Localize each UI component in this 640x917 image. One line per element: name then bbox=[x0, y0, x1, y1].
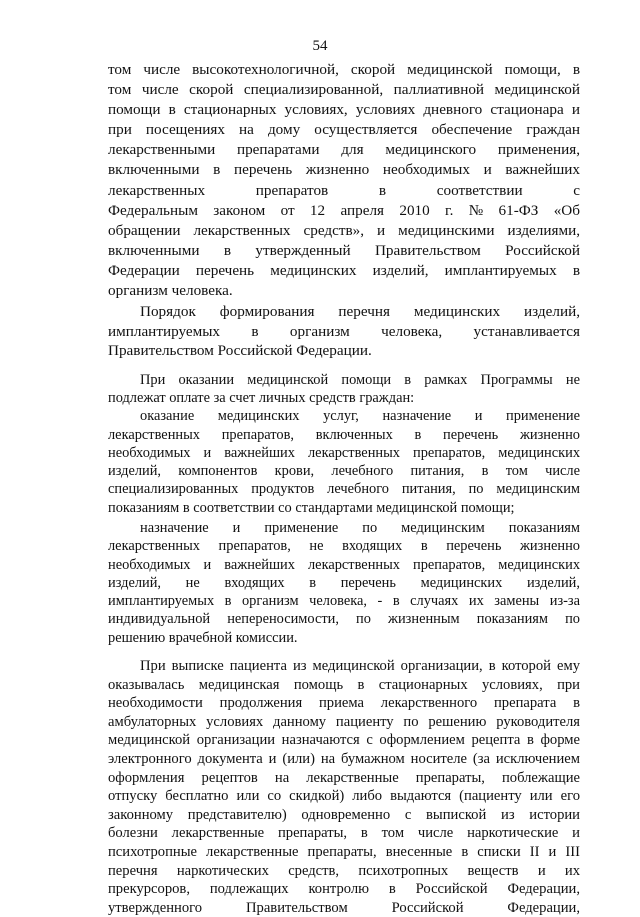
text-line: оказывалась медицинская помощь в стационарных условиях, при bbox=[108, 676, 580, 693]
document-body bbox=[108, 60, 580, 917]
text-line: медицинской организации назначаются с оформлением рецепта в форме bbox=[108, 732, 581, 749]
text-line: имплантируемых в организм человека, - в случаях их замены из-за bbox=[108, 593, 580, 610]
paragraph-discharge bbox=[108, 657, 580, 917]
text-line: утвержденного Правительством Российской Федерации, bbox=[108, 899, 580, 916]
paragraph-item-prescription bbox=[108, 519, 580, 647]
paragraph-devices-list-order bbox=[108, 302, 580, 361]
text-line: организм человека. bbox=[108, 282, 233, 300]
text-line: амбулаторных условиях данному пациенту по решению руководителя bbox=[108, 713, 581, 730]
text-line: психотропные лекарственные препараты, внесенные в списки II и III bbox=[108, 844, 580, 861]
text-line: назначение и применение по медицинским показаниям bbox=[140, 520, 580, 536]
text-line: перечня наркотических средств, психотропных веществ и их bbox=[108, 862, 581, 879]
text-line: лекарственных препаратов, не входящих в перечень жизненно bbox=[108, 538, 580, 555]
text-line: специализированных продуктов лечебного питания, по медицинским bbox=[108, 481, 581, 498]
text-line: Правительством Российской Федерации. bbox=[108, 342, 372, 360]
text-line: подлежат оплате за счет личных средств граждан: bbox=[108, 389, 415, 406]
text-line: включенными в утвержденный Правительством Российской bbox=[108, 241, 580, 259]
text-line: Федерации перечень медицинских изделий, имплантируемых в bbox=[108, 261, 580, 279]
text-line: лекарственными препаратами для медицинского применения, bbox=[108, 141, 580, 159]
paragraph-medicines-provision bbox=[108, 60, 580, 301]
text-line: необходимых и важнейших лекарственных препаратов, медицинских bbox=[108, 556, 581, 573]
text-line: оформления рецептов на лекарственные препараты, поблежащие bbox=[108, 769, 580, 786]
text-line: изделий, компонентов крови, лечебного питания, в том числе bbox=[108, 463, 580, 480]
text-line: индивидуальной непереносимости, по жизненным показаниям по bbox=[108, 611, 580, 628]
text-line: помощи в стационарных условиях, условиях дневного стационара и bbox=[108, 101, 580, 119]
text-line: показаниям в соответствии со стандартами медицинской помощи; bbox=[108, 499, 515, 516]
text-line: Федеральным законом от 12 апреля 2010 г. № 61-ФЗ «Об bbox=[108, 201, 580, 219]
text-line: имплантируемых в организм человека, устанавливается bbox=[108, 322, 580, 340]
text-line: том числе скорой специализированной, паллиативной медицинской bbox=[108, 81, 580, 99]
paragraph-item-services bbox=[108, 407, 580, 517]
text-line: том числе высокотехнологичной, скорой медицинской помощи, в bbox=[108, 61, 580, 78]
text-line: законному представителю) одновременно с выпиской из истории bbox=[108, 806, 580, 823]
page-number: 54 bbox=[312, 38, 328, 54]
text-line: болезни лекарственные препараты, в том числе наркотические и bbox=[108, 825, 580, 842]
text-line: Порядок формирования перечня медицинских изделий, bbox=[140, 303, 580, 321]
text-line: При оказании медицинской помощи в рамках Программы не bbox=[140, 371, 580, 388]
text-line: необходимости продолжения приема лекарственного препарата в bbox=[108, 695, 580, 712]
text-line: оказание медицинских услуг, назначение и применение bbox=[140, 408, 580, 425]
paragraph-not-payable-intro bbox=[108, 371, 580, 408]
text-line: обращении лекарственных средств», и медицинскими изделиями, bbox=[108, 221, 581, 239]
text-line: лекарственных препаратов, включенных в перечень жизненно bbox=[108, 426, 580, 443]
text-line: лекарственных препаратов в соответствии с bbox=[108, 181, 580, 199]
text-line: при посещениях на дому осуществляется обеспечение граждан bbox=[108, 121, 581, 139]
text-line: отпуску бесплатно или со скидкой) либо выдаются (пациенту или его bbox=[108, 788, 580, 805]
text-line: При выписке пациента из медицинской организации, в которой ему bbox=[140, 658, 580, 675]
text-line: изделий, не входящих в перечень медицинских изделий, bbox=[108, 574, 580, 591]
text-line: электронного документа и (или) на бумажном носителе (за исключением bbox=[108, 751, 581, 768]
text-line: решению врачебной комиссии. bbox=[108, 629, 298, 646]
text-line: включенными в перечень жизненно необходимых и важнейших bbox=[108, 161, 580, 179]
text-line: необходимых и важнейших лекарственных препаратов, медицинских bbox=[108, 444, 581, 461]
text-line: прекурсоров, подлежащих контролю в Российской Федерации, bbox=[108, 881, 581, 898]
